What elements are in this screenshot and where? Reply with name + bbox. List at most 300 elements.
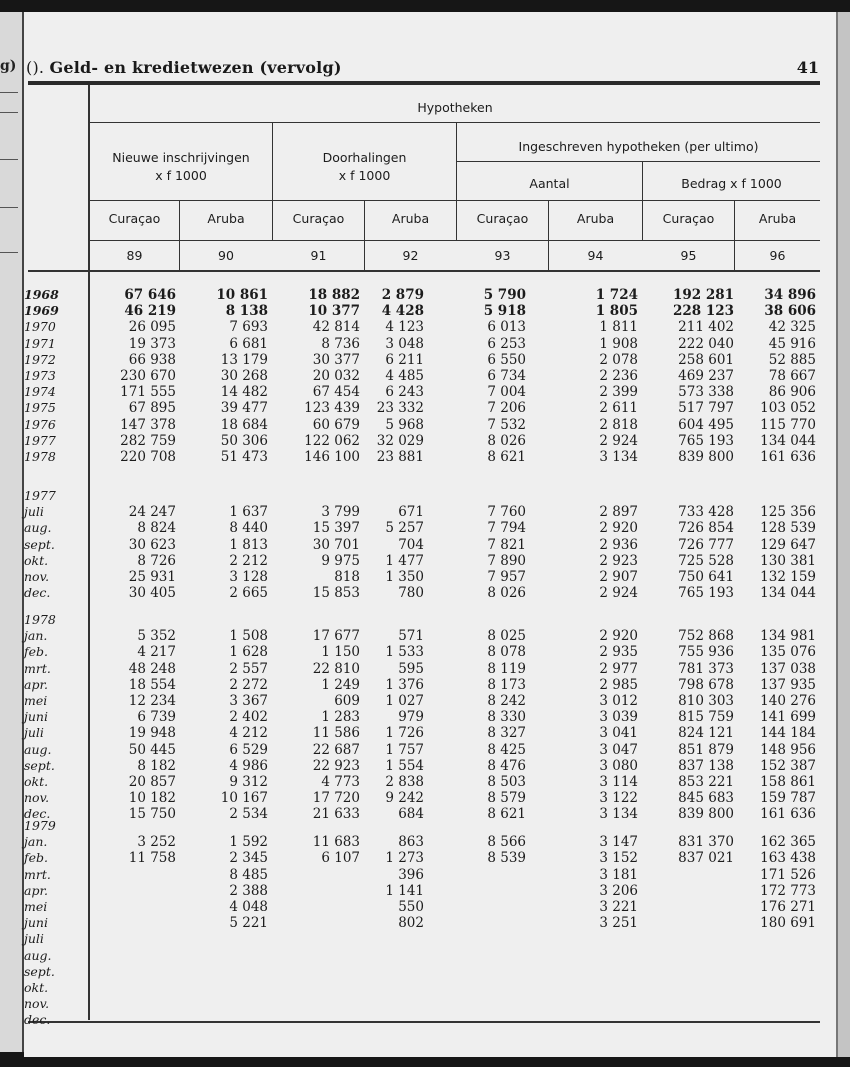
col-header-aruba: Aruba (391, 211, 430, 226)
table-cell: 86 906 (768, 384, 816, 401)
data-column (644, 504, 734, 601)
table-cell: 144 184 (760, 725, 816, 742)
table-cell (548, 996, 638, 1012)
header-rule (90, 122, 820, 123)
table-cell: 1 027 (385, 692, 424, 709)
table-cell: 3 134 (599, 806, 638, 823)
top-rule (28, 81, 820, 85)
table-cell: 1 150 (321, 644, 360, 661)
header-bottom-rule (28, 270, 820, 272)
data-column (548, 834, 638, 1028)
table-cell: 211 402 (678, 319, 734, 336)
table-cell: 2 924 (599, 585, 638, 602)
block-heading: 1979 (24, 818, 56, 833)
table-cell: 765 193 (678, 432, 734, 449)
table-cell: 851 879 (678, 741, 734, 758)
table-cell: 6 013 (487, 319, 526, 336)
data-column (726, 287, 816, 465)
data-column (644, 628, 734, 822)
table-cell: 13 179 (220, 351, 268, 368)
table-cell: 3 206 (599, 882, 638, 899)
table-cell (644, 883, 734, 899)
row-label: 1976 (24, 416, 56, 432)
table-cell: 1 805 (595, 303, 638, 320)
table-cell: 1 908 (599, 335, 638, 352)
table-cell: 192 281 (672, 287, 734, 303)
table-cell: 8 182 (137, 757, 176, 774)
table-cell: 750 641 (678, 568, 734, 585)
table-cell: 798 678 (678, 676, 734, 693)
table-cell: 60 679 (312, 416, 360, 433)
table-cell (436, 948, 526, 964)
table-cell: 1 350 (385, 568, 424, 585)
table-cell: 8 242 (487, 692, 526, 709)
row-label: 1972 (24, 351, 56, 367)
table-cell: 1 376 (385, 676, 424, 693)
table-cell: 2 920 (599, 628, 638, 645)
table-cell: 2 399 (599, 384, 638, 401)
table-cell: 25 931 (128, 568, 176, 585)
table-cell: 5 790 (483, 287, 526, 303)
col-header-aruba: Aruba (576, 211, 615, 226)
table-cell (548, 1012, 638, 1028)
table-cell: 22 810 (312, 660, 360, 677)
table-cell: 3 039 (599, 709, 638, 726)
table-cell: 2 534 (229, 806, 268, 823)
row-label: juni (24, 915, 48, 931)
row-label: dec. (24, 806, 51, 822)
table-cell: 132 159 (760, 568, 816, 585)
row-label: juni (24, 709, 48, 725)
table-cell (644, 1012, 734, 1028)
table-cell: 51 473 (220, 448, 268, 465)
table-cell: 725 528 (678, 552, 734, 569)
table-cell: 604 495 (678, 416, 734, 433)
table-cell: 171 526 (760, 866, 816, 883)
table-cell: 3 252 (137, 834, 176, 851)
table-cell: 42 325 (768, 319, 816, 336)
left-page-rule (0, 252, 18, 253)
table-cell: 4 986 (229, 757, 268, 774)
table-cell (726, 980, 816, 996)
row-label: aug. (24, 947, 52, 963)
data-column (334, 504, 424, 601)
table-cell: 7 004 (487, 384, 526, 401)
table-cell: 845 683 (678, 790, 734, 807)
table-cell: 8 566 (487, 834, 526, 851)
table-cell: 7 957 (487, 568, 526, 585)
table-cell: 8 330 (487, 709, 526, 726)
data-column (86, 287, 176, 465)
group-header-new: Nieuwe inschrijvingen (112, 150, 250, 165)
table-cell: 4 485 (385, 367, 424, 384)
table-cell: 222 040 (678, 335, 734, 352)
row-label: juli (24, 504, 44, 520)
table-cell: 5 968 (385, 416, 424, 433)
table-cell: 129 647 (760, 536, 816, 553)
table-cell: 67 454 (312, 384, 360, 401)
page-header (24, 58, 819, 82)
row-label: okt. (24, 979, 49, 995)
table-cell: 8 025 (487, 628, 526, 645)
table-cell: 66 938 (128, 351, 176, 368)
table-cell: 7 693 (229, 319, 268, 336)
table-cell: 3 134 (599, 448, 638, 465)
table-cell: 6 107 (321, 850, 360, 867)
table-cell (178, 1012, 268, 1028)
table-cell (436, 980, 526, 996)
table-cell: 134 044 (760, 432, 816, 449)
table-cell: 2 907 (599, 568, 638, 585)
row-label: nov. (24, 568, 50, 584)
table-cell: 979 (398, 709, 424, 726)
group-unit-new: x f 1000 (155, 168, 207, 183)
table-cell: 3 152 (599, 850, 638, 867)
header-divider (642, 161, 643, 240)
table-cell (644, 996, 734, 1012)
table-cell: 67 895 (128, 400, 176, 417)
data-column (436, 287, 526, 465)
table-cell: 50 445 (128, 741, 176, 758)
table-cell (436, 883, 526, 899)
table-cell: 3 012 (599, 692, 638, 709)
table-cell: 48 248 (128, 660, 176, 677)
row-label: 1977 (24, 432, 56, 448)
table-cell: 125 356 (760, 504, 816, 521)
table-cell: 128 539 (760, 520, 816, 537)
table-cell: 810 303 (678, 692, 734, 709)
row-label: aug. (24, 741, 52, 757)
header-rule (456, 161, 820, 162)
table-cell (644, 931, 734, 947)
table-cell: 18 684 (220, 416, 268, 433)
table-cell: 180 691 (760, 915, 816, 932)
table-cell: 161 636 (760, 806, 816, 823)
table-cell: 2 897 (599, 504, 638, 521)
table-cell (86, 948, 176, 964)
table-cell: 2 402 (229, 709, 268, 726)
table-cell: 18 554 (128, 676, 176, 693)
table-cell: 8 485 (229, 866, 268, 883)
table-cell: 2 924 (599, 432, 638, 449)
table-cell: 853 221 (678, 773, 734, 790)
table-cell: 839 800 (678, 806, 734, 823)
table-cell: 8 119 (487, 660, 526, 677)
table-cell (436, 899, 526, 915)
table-cell: 162 365 (760, 834, 816, 851)
table-cell: 9 242 (385, 790, 424, 807)
col-header-curacao: Curaçao (292, 211, 345, 226)
table-cell: 172 773 (760, 882, 816, 899)
row-label: nov. (24, 790, 50, 806)
table-cell: 123 439 (304, 400, 360, 417)
table-cell (436, 996, 526, 1012)
table-cell (436, 1012, 526, 1028)
data-column (334, 628, 424, 822)
table-cell: 6 243 (385, 384, 424, 401)
left-page-rule (0, 92, 18, 93)
table-cell: 3 147 (599, 834, 638, 851)
table-cell (178, 996, 268, 1012)
data-column (86, 628, 176, 822)
table-cell: 1 283 (321, 709, 360, 726)
data-column (644, 834, 734, 1028)
table-cell: 8 736 (321, 335, 360, 352)
table-cell: 1 757 (385, 741, 424, 758)
row-labels (24, 612, 90, 822)
col-number: 93 (494, 248, 511, 263)
table-cell: 8 440 (229, 520, 268, 537)
row-label: 1974 (24, 384, 56, 400)
table-cell: 2 557 (229, 660, 268, 677)
left-page-rule (0, 207, 18, 208)
table-cell: 6 211 (385, 351, 424, 368)
group-header-removed: Doorhalingen (322, 150, 407, 165)
table-cell: 6 529 (229, 741, 268, 758)
table-cell: 34 896 (764, 287, 816, 303)
table-cell: 26 095 (128, 319, 176, 336)
table-cell: 10 167 (220, 790, 268, 807)
table-cell (436, 964, 526, 980)
table-cell: 573 338 (678, 384, 734, 401)
table-cell: 1 592 (229, 834, 268, 851)
table-cell: 3 041 (599, 725, 638, 742)
table-cell: 1 637 (229, 504, 268, 521)
document-page (24, 12, 838, 1057)
row-label: mei (24, 692, 48, 708)
table-cell: 7 206 (487, 400, 526, 417)
table-cell: 42 814 (312, 319, 360, 336)
table-cell: 148 956 (760, 741, 816, 758)
data-column (548, 504, 638, 601)
table-cell: 733 428 (678, 504, 734, 521)
table-cell (436, 867, 526, 883)
table-cell: 8 078 (487, 644, 526, 661)
table-cell: 2 923 (599, 552, 638, 569)
table-cell: 3 221 (599, 898, 638, 915)
table-cell: 39 477 (220, 400, 268, 417)
table-cell: 15 397 (312, 520, 360, 537)
table-cell: 146 100 (304, 448, 360, 465)
row-label: mrt. (24, 866, 51, 882)
col-number: 95 (680, 248, 697, 263)
table-cell: 8 621 (487, 448, 526, 465)
table-cell: 46 219 (124, 303, 176, 320)
table-cell: 1 273 (385, 850, 424, 867)
table-cell: 2 236 (599, 367, 638, 384)
table-cell: 609 (334, 692, 360, 709)
table-cell (644, 915, 734, 931)
col-header-curacao: Curaçao (476, 211, 529, 226)
table-cell: 7 532 (487, 416, 526, 433)
table-cell: 6 734 (487, 367, 526, 384)
table-cell: 2 078 (599, 351, 638, 368)
table-cell (178, 980, 268, 996)
table-cell: 130 381 (760, 552, 816, 569)
table-cell: 10 377 (308, 303, 360, 320)
table-cell (334, 948, 424, 964)
table-cell: 8 503 (487, 773, 526, 790)
table-cell: 137 935 (760, 676, 816, 693)
table-cell: 5 352 (137, 628, 176, 645)
table-cell (726, 1012, 816, 1028)
row-label: sept. (24, 757, 55, 773)
table-cell: 1 533 (385, 644, 424, 661)
section-title-text: Geld- en kredietwezen (vervolg) (49, 58, 342, 77)
table-cell: 228 123 (672, 303, 734, 320)
table-cell: 158 861 (760, 773, 816, 790)
table-cell: 2 879 (381, 287, 424, 303)
table-cell: 24 247 (128, 504, 176, 521)
table-cell: 8 621 (487, 806, 526, 823)
data-column (334, 287, 424, 465)
row-label: mrt. (24, 660, 51, 676)
data-column (548, 287, 638, 465)
row-label: apr. (24, 676, 49, 692)
row-label: 1970 (24, 319, 56, 335)
left-page-fragment: g) (0, 58, 17, 74)
table-cell: 137 038 (760, 660, 816, 677)
table-cell (726, 931, 816, 947)
table-cell (178, 964, 268, 980)
table-cell (548, 964, 638, 980)
table-cell: 2 388 (229, 882, 268, 899)
row-label: juli (24, 725, 44, 741)
table-cell (86, 931, 176, 947)
subheader-count: Aantal (529, 176, 570, 191)
table-cell: 19 373 (128, 335, 176, 352)
table-cell: 12 234 (128, 692, 176, 709)
row-label: 1978 (24, 448, 56, 464)
data-column (436, 628, 526, 822)
table-cell: 802 (398, 915, 424, 932)
table-cell: 863 (398, 834, 424, 851)
table-cell: 684 (398, 806, 424, 823)
table-cell: 22 923 (312, 757, 360, 774)
table-cell: 7 794 (487, 520, 526, 537)
table-cell: 815 759 (678, 709, 734, 726)
table-cell: 18 882 (308, 287, 360, 303)
table-cell (86, 899, 176, 915)
table-cell: 6 253 (487, 335, 526, 352)
table-cell: 1 811 (599, 319, 638, 336)
table-cell (86, 867, 176, 883)
table-cell: 21 633 (312, 806, 360, 823)
row-label: feb. (24, 850, 48, 866)
table-cell: 517 797 (678, 400, 734, 417)
table-cell: 3 181 (599, 866, 638, 883)
table-cell: 30 623 (128, 536, 176, 553)
table-cell: 4 048 (229, 898, 268, 915)
row-label: juli (24, 931, 44, 947)
table-cell: 8 173 (487, 676, 526, 693)
row-label: dec. (24, 585, 51, 601)
col-number: 94 (587, 248, 604, 263)
data-column (178, 628, 268, 822)
table-cell: 163 438 (760, 850, 816, 867)
table-cell: 30 405 (128, 585, 176, 602)
row-labels (24, 818, 90, 1028)
table-cell: 4 773 (321, 773, 360, 790)
table-cell: 50 306 (220, 432, 268, 449)
table-cell: 571 (398, 628, 424, 645)
col-number: 90 (218, 248, 234, 263)
table-cell: 8 579 (487, 790, 526, 807)
table-cell (436, 915, 526, 931)
data-column (548, 628, 638, 822)
block-heading: 1978 (24, 612, 56, 627)
table-cell: 8 026 (487, 585, 526, 602)
table-cell: 1 249 (321, 676, 360, 693)
table-cell (86, 1012, 176, 1028)
header-rule (90, 200, 820, 201)
table-cell: 781 373 (678, 660, 734, 677)
table-cell: 3 080 (599, 757, 638, 774)
table-cell: 1 477 (385, 552, 424, 569)
table-cell (436, 931, 526, 947)
row-label: 1975 (24, 400, 56, 416)
table-cell: 6 739 (137, 709, 176, 726)
table-cell: 2 345 (229, 850, 268, 867)
table-cell (548, 980, 638, 996)
table-cell: 20 857 (128, 773, 176, 790)
table-cell: 282 759 (120, 432, 176, 449)
table-cell (86, 980, 176, 996)
col-header-aruba: Aruba (758, 211, 797, 226)
table-cell: 19 948 (128, 725, 176, 742)
table-cell: 115 770 (760, 416, 816, 433)
table-cell: 765 193 (678, 585, 734, 602)
table-cell: 752 868 (678, 628, 734, 645)
table-cell: 780 (398, 585, 424, 602)
main-header: Hypotheken (417, 100, 493, 115)
table-cell: 17 720 (312, 790, 360, 807)
col-header-curacao: Curaçao (662, 211, 715, 226)
table-cell: 14 482 (220, 384, 268, 401)
table-cell (334, 980, 424, 996)
table-cell: 6 550 (487, 351, 526, 368)
table-cell: 8 539 (487, 850, 526, 867)
table-cell: 396 (398, 866, 424, 883)
data-column (334, 834, 424, 1028)
section-number: (). (26, 58, 45, 77)
table-cell: 837 138 (678, 757, 734, 774)
row-label: feb. (24, 644, 48, 660)
table-cell: 2 838 (385, 773, 424, 790)
data-column (178, 504, 268, 601)
table-cell: 2 920 (599, 520, 638, 537)
table-cell: 8 026 (487, 432, 526, 449)
table-cell: 10 861 (216, 287, 268, 303)
data-column (86, 504, 176, 601)
row-label: okt. (24, 773, 49, 789)
table-cell: 30 701 (312, 536, 360, 553)
row-label: 1968 (24, 287, 59, 302)
data-column (436, 504, 526, 601)
table-cell: 147 378 (120, 416, 176, 433)
table-cell (644, 980, 734, 996)
table-cell: 103 052 (760, 400, 816, 417)
table-cell: 52 885 (768, 351, 816, 368)
table-cell: 45 916 (768, 335, 816, 352)
table-cell (644, 899, 734, 915)
col-number: 89 (126, 248, 143, 263)
table-cell: 38 606 (764, 303, 816, 320)
row-label: jan. (24, 628, 48, 644)
table-cell: 17 677 (312, 628, 360, 645)
table-cell: 10 182 (128, 790, 176, 807)
table-cell: 2 935 (599, 644, 638, 661)
